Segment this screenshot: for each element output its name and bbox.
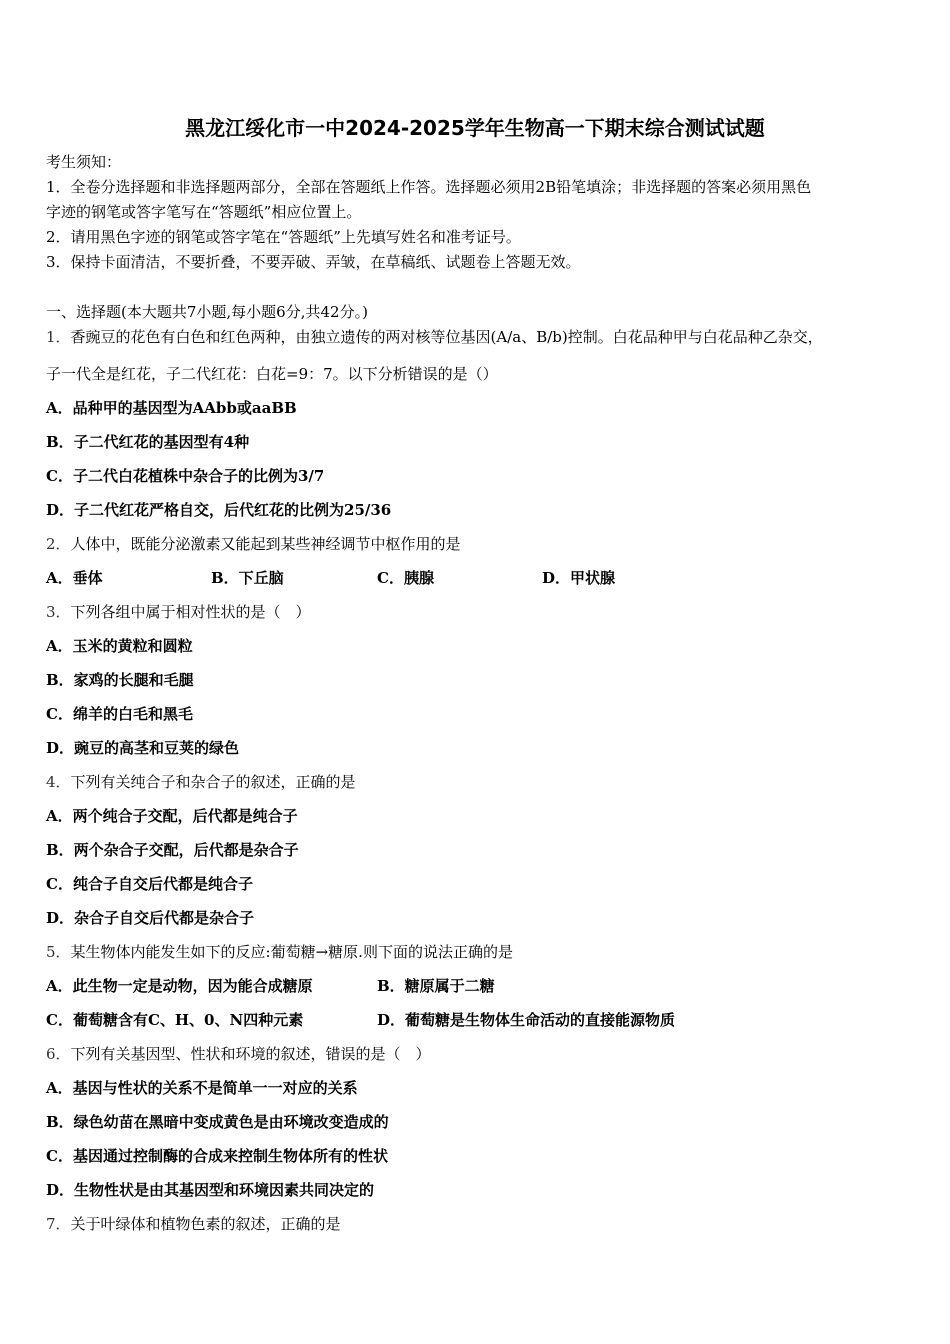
question-text: 人体中，既能分泌激素又能起到某些神经调节中枢作用的是 (70, 535, 461, 553)
question-6-option-a: A．基因与性状的关系不是简单一一对应的关系 (46, 1079, 358, 1097)
question-text: 下列各组中属于相对性状的是（ ） (70, 603, 311, 621)
question-1-stem (46, 327, 823, 347)
question-1-stem-cont: 子一代全是红花，子二代红花：白花=9：7。以下分析错误的是（） (46, 365, 498, 383)
question-4-option-b: B．两个杂合子交配，后代都是杂合子 (46, 841, 299, 859)
notice-heading: 考生须知： (46, 153, 122, 171)
question-text: 香豌豆的花色有白色和红色两种，由独立遗传的两对核等位基因(A/a、B/b)控制。白花品种甲与白花品种乙杂交， (70, 328, 823, 346)
question-6-option-b: B．绿色幼苗在黑暗中变成黄色是由环境改变造成的 (46, 1113, 389, 1131)
question-3-option-b: B．家鸡的长腿和毛腿 (46, 671, 194, 689)
question-5-option-b: B．糖原属于二糖 (377, 977, 495, 995)
question-2-option-c: C．胰腺 (377, 569, 434, 587)
question-1-option-a: A．品种甲的基因型为AAbb或aaBB (46, 399, 297, 417)
question-2-option-b: B．下丘脑 (211, 569, 284, 587)
question-2-option-a: A．垂体 (46, 569, 103, 587)
question-1-option-b: B．子二代红花的基因型有4种 (46, 433, 250, 451)
question-number: 6． (46, 1045, 71, 1063)
question-4-option-c: C．纯合子自交后代都是纯合子 (46, 875, 253, 893)
question-3-option-d: D．豌豆的高茎和豆荚的绿色 (46, 739, 240, 757)
question-number: 4． (46, 773, 71, 791)
question-3-option-c: C．绵羊的白毛和黑毛 (46, 705, 193, 723)
question-number: 2． (46, 535, 71, 553)
question-5-stem (46, 942, 513, 962)
question-number: 5． (46, 943, 71, 961)
question-1-option-d: D．子二代红花严格自交，后代红花的比例为25/36 (46, 501, 392, 519)
notice-item-1: 1．全卷分选择题和非选择题两部分，全部在答题纸上作答。选择题必须用2B铅笔填涂；非选择题的答案必须用黑色 (46, 178, 812, 196)
question-3-option-a: A．玉米的黄粒和圆粒 (46, 637, 193, 655)
question-number: 3． (46, 603, 71, 621)
question-4-stem (46, 772, 356, 792)
notice-item-3: 3．保持卡面清洁，不要折叠，不要弄破、弄皱，在草稿纸、试题卷上答题无效。 (46, 253, 581, 271)
question-text: 关于叶绿体和植物色素的叙述，正确的是 (70, 1215, 341, 1233)
question-2-stem (46, 534, 461, 554)
notice-item-1-cont: 字迹的钢笔或答字笔写在“答题纸”相应位置上。 (46, 203, 362, 221)
question-text: 某生物体内能发生如下的反应:葡萄糖→糖原.则下面的说法正确的是 (70, 943, 513, 961)
page-title: 黑龙江绥化市一中2024-2025学年生物高一下期末综合测试试题 (185, 116, 765, 140)
question-text: 下列有关纯合子和杂合子的叙述，正确的是 (70, 773, 356, 791)
question-number: 7． (46, 1215, 71, 1233)
question-6-option-d: D．生物性状是由其基因型和环境因素共同决定的 (46, 1181, 375, 1199)
question-5-option-d: D．葡萄糖是生物体生命活动的直接能源物质 (377, 1011, 676, 1029)
notice-item-2: 2．请用黑色字迹的钢笔或答字笔在“答题纸”上先填写姓名和准考证号。 (46, 228, 521, 246)
question-6-option-c: C．基因通过控制酶的合成来控制生物体所有的性状 (46, 1147, 388, 1165)
question-3-stem (46, 602, 311, 622)
question-5-option-a: A．此生物一定是动物，因为能合成糖原 (46, 977, 313, 995)
question-4-option-a: A．两个纯合子交配，后代都是纯合子 (46, 807, 298, 825)
question-6-stem (46, 1044, 431, 1064)
question-4-option-d: D．杂合子自交后代都是杂合子 (46, 909, 255, 927)
question-text: 下列有关基因型、性状和环境的叙述，错误的是（ ） (70, 1045, 431, 1063)
question-5-option-c: C．葡萄糖含有C、H、0、N四种元素 (46, 1011, 304, 1029)
question-1-option-c: C．子二代白花植株中杂合子的比例为3/7 (46, 467, 325, 485)
question-number: 1． (46, 328, 71, 346)
section-heading: 一、选择题(本大题共7小题,每小题6分,共42分。) (46, 303, 368, 321)
question-7-stem (46, 1214, 341, 1234)
question-2-option-d: D．甲状腺 (542, 569, 616, 587)
